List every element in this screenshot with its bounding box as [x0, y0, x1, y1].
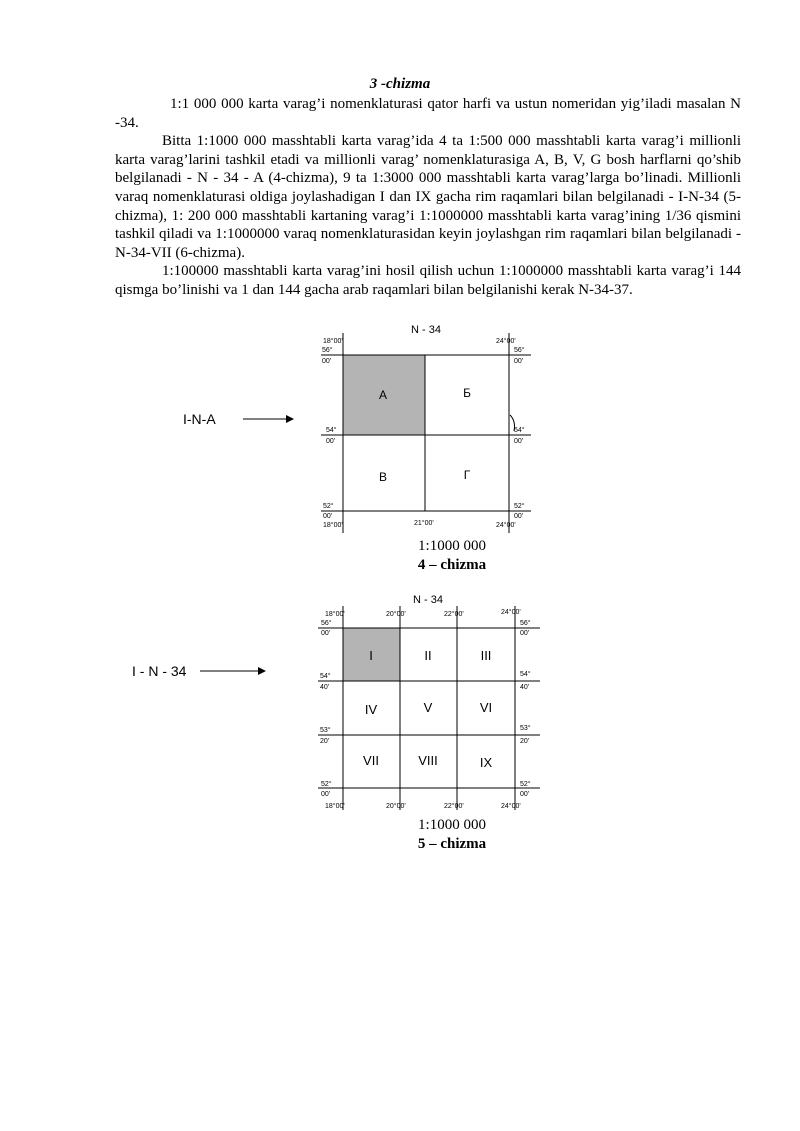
lat-right-2-deg: 54°: [520, 671, 531, 678]
pointer-label-5: I - N - 34: [132, 663, 187, 679]
cell-label-7: VII: [363, 753, 379, 768]
lat-left-4-deg: 52°: [321, 781, 332, 788]
lat-left-3-deg: 53°: [320, 727, 331, 734]
cell-label-g: Г: [463, 468, 471, 482]
top-lon-3: 22°00': [444, 611, 464, 618]
top-left-lon: 18°00': [323, 338, 343, 345]
lat-right-1-min: 00': [520, 630, 530, 637]
lat-mid-left-min: 00': [326, 438, 336, 445]
bottom-lon-4: 24°00': [501, 803, 521, 810]
cell-label-3: III: [480, 648, 492, 663]
pointer-arrowhead-5: [258, 667, 266, 675]
lat-top-right-deg: 56°: [514, 347, 525, 354]
sheet-label-5: N - 34: [413, 594, 443, 606]
cell-label-a: А: [378, 388, 388, 402]
cell-label-8: VIII: [418, 753, 438, 768]
lat-right-4-min: 00': [520, 791, 530, 798]
bottom-lon-1: 18°00': [325, 803, 345, 810]
lat-left-2-min: 40': [320, 684, 330, 691]
lat-bottom-right-deg: 52°: [514, 503, 525, 510]
paragraph-1: 1:1 000 000 karta varag’i nomenklaturasi qator harfi va ustun nomeridan yig’iladi masalan N -34.: [115, 96, 741, 131]
bottom-lon-2: 20°00': [386, 803, 406, 810]
lat-left-1-min: 00': [321, 630, 331, 637]
cell-label-4: IV: [364, 702, 378, 717]
paragraph-3: 1:100000 masshtabli karta varag’ini hosil qilish uchun 1:1000000 masshtabli karta varag’i 144 qismga bo’linishi va 1 dan 144 gacha arab raqamlari bilan belgilanishi kerak N-34-37.: [115, 263, 741, 298]
sheet-label: N - 34: [411, 324, 441, 336]
cell-label-1: I: [369, 648, 373, 663]
cell-label-9: IX: [479, 755, 493, 770]
cell-label-2: II: [424, 648, 432, 663]
lat-left-3-min: 20': [320, 738, 330, 745]
lat-mid-right-deg: 54°: [514, 427, 525, 434]
lat-top-right-min: 00': [514, 358, 524, 365]
figure-4-scale: 1:1000 000: [418, 538, 486, 554]
lat-mid-left-deg: 54°: [326, 427, 337, 434]
lat-right-2-min: 40': [520, 684, 530, 691]
figure-5-caption: 5 – chizma: [417, 836, 487, 852]
lat-bottom-left-deg: 52°: [323, 503, 334, 510]
cell-label-5: V: [423, 700, 433, 715]
figure-4-caption: 4 – chizma: [417, 557, 487, 573]
bottom-mid-lon: 21°00': [414, 520, 434, 527]
cell-label-b: Б: [463, 386, 471, 400]
lat-left-4-min: 00': [321, 791, 331, 798]
lat-right-3-deg: 53°: [520, 725, 531, 732]
top-right-lon: 24°00': [496, 338, 516, 345]
lat-right-4-deg: 52°: [520, 781, 531, 788]
lat-right-3-min: 20': [520, 738, 530, 745]
lat-bottom-right-min: 00': [514, 513, 524, 520]
lat-left-2-deg: 54°: [320, 673, 331, 680]
section-heading: 3 -chizma: [369, 76, 431, 92]
pointer-label: I-N-A: [183, 411, 216, 427]
bottom-left-lon: 18°00': [323, 522, 343, 529]
top-lon-2: 20°00': [386, 611, 406, 618]
lat-right-1-deg: 56°: [520, 620, 531, 627]
top-lon-1: 18°00': [325, 611, 345, 618]
figure-5-scale: 1:1000 000: [418, 817, 486, 833]
lat-top-left-min: 00': [322, 358, 332, 365]
lat-bottom-left-min: 00': [323, 513, 333, 520]
paragraph-2: Bitta 1:1000 000 masshtabli karta varag’ida 4 ta 1:500 000 masshtabli karta varag’i millionli karta varag’larini tashkil etadi va millionli varag’ nomenklaturasiga A, B, V, G bosh harflarni qo’shib belgilanadi - N - 34 - A (4-chizma), 9 ta 1:3000 000 masshtabli karta varag’larga bo’linadi. Millionli varaq nomenklaturasi oldiga joylashadigan I dan IX gacha rim raqamlari bilan belgilanadi - I-N-34 (5-chizma), 1: 200 000 masshtabli kartaning varag’i 1:1000000 masshtabli karta varag’ining 1/36 qismini tashkil qiladi va 1:1000000 varaq nomenklaturasidan keyin joylashgan rim raqamlari bilan belgilanadi - N-34-VII (6-chizma).: [115, 133, 741, 261]
top-lon-4: 24°00': [501, 609, 521, 616]
lat-top-left-deg: 56°: [322, 347, 333, 354]
cell-label-6: VI: [479, 700, 493, 715]
cell-label-v: В: [378, 470, 388, 484]
bottom-lon-3: 22°00': [444, 803, 464, 810]
bottom-right-lon: 24°00': [496, 522, 516, 529]
lat-mid-right-min: 00': [514, 438, 524, 445]
lat-left-1-deg: 56°: [321, 620, 332, 627]
